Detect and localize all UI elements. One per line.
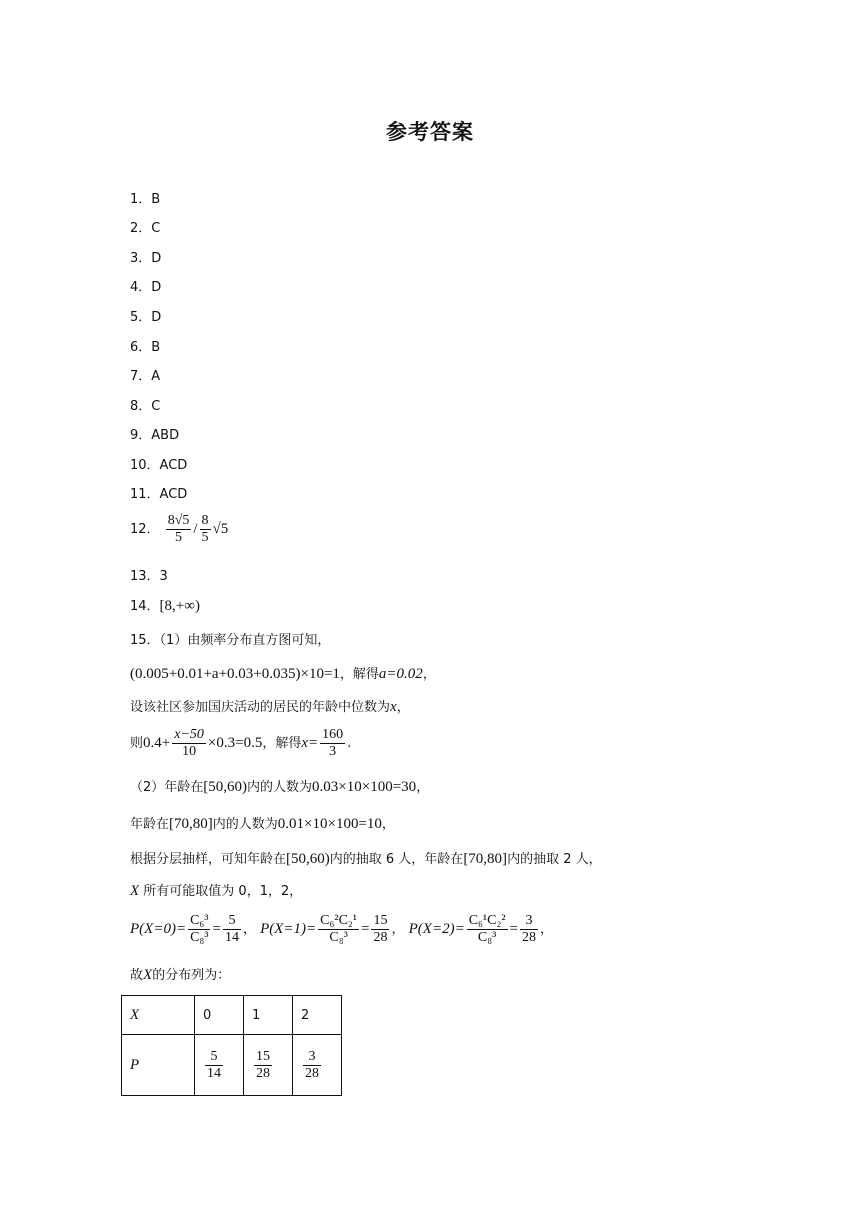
answer-5: 5．D <box>130 310 162 325</box>
table-cell: $\frac{5}{14}$ <box>195 1035 244 1096</box>
table-header-p: P <box>122 1035 195 1096</box>
answer-7: 7．A <box>130 369 161 384</box>
answer-1: 1．B <box>130 192 161 207</box>
q15-eq1: (0.005+0.01+a+0.03+0.035)×10=1，解得a=0.02， <box>130 666 436 682</box>
table-row <box>122 996 342 1035</box>
table-header-x: X <box>122 996 195 1035</box>
answer-12: 12． $\frac{8√5}{5}$ / $\frac{8}{5}$ √5 <box>130 513 229 545</box>
table-cell: $\frac{3}{28}$ <box>293 1035 342 1096</box>
table-cell: 2 <box>293 996 342 1035</box>
q15-line-c: 根据分层抽样，可知年龄在[50,60)内的抽取 6 人，年龄在[70,80]内的抽取 2 人， <box>130 851 602 867</box>
q15-probabilities: P(X=0)= $\frac{\text{C₆³}}{\text{C₈³}}$ = $\frac{5}{14}$ ， P(X=1)= $\frac{\text{C₆²C₂¹}}{\text{C₈³}}$ = $\frac{15}{28}$ ， P(X=2)= $\frac{\text{C₆¹C₂²}}{\text{C₈³}}$ = $\frac{3}{28}$ ， <box>130 913 554 945</box>
table-cell: 1 <box>244 996 293 1035</box>
q15-line-b: 年龄在[70,80]内的人数为0.01×10×100=10， <box>130 816 395 832</box>
answer-10: 10．ACD <box>130 458 188 473</box>
answer-13: 13．3 <box>130 569 168 584</box>
table-cell: $\frac{15}{28}$ <box>244 1035 293 1096</box>
page-title: 参考答案 <box>386 120 474 144</box>
q15-part2: （2）年龄在[50,60)内的人数为0.03×10×100=30， <box>130 779 430 795</box>
table-row <box>122 1035 342 1096</box>
q15-intro: 15．（1）由频率分布直方图可知， <box>130 633 331 648</box>
q15-eq2: 则0.4+ $\frac{x-50}{10}$ ×0.3=0.5，解得x= $\frac{160}{3}$ . <box>130 727 352 759</box>
answer-6: 6．B <box>130 340 161 355</box>
answer-3: 3．D <box>130 251 162 266</box>
q15-line-d: X 所有可能取值为 0，1，2， <box>130 883 303 899</box>
q15-dist-intro: 故X的分布列为： <box>130 967 231 983</box>
table-cell: 0 <box>195 996 244 1035</box>
answer-4: 4．D <box>130 280 162 295</box>
answer-8: 8．C <box>130 399 161 414</box>
answer-2: 2．C <box>130 221 161 236</box>
distribution-table <box>121 995 342 1096</box>
answer-9: 9．ABD <box>130 428 180 443</box>
q15-median-line: 设该社区参加国庆活动的居民的年龄中位数为x， <box>130 699 410 715</box>
answer-11: 11．ACD <box>130 487 188 502</box>
answer-14: 14．[8,+∞) <box>130 598 200 614</box>
